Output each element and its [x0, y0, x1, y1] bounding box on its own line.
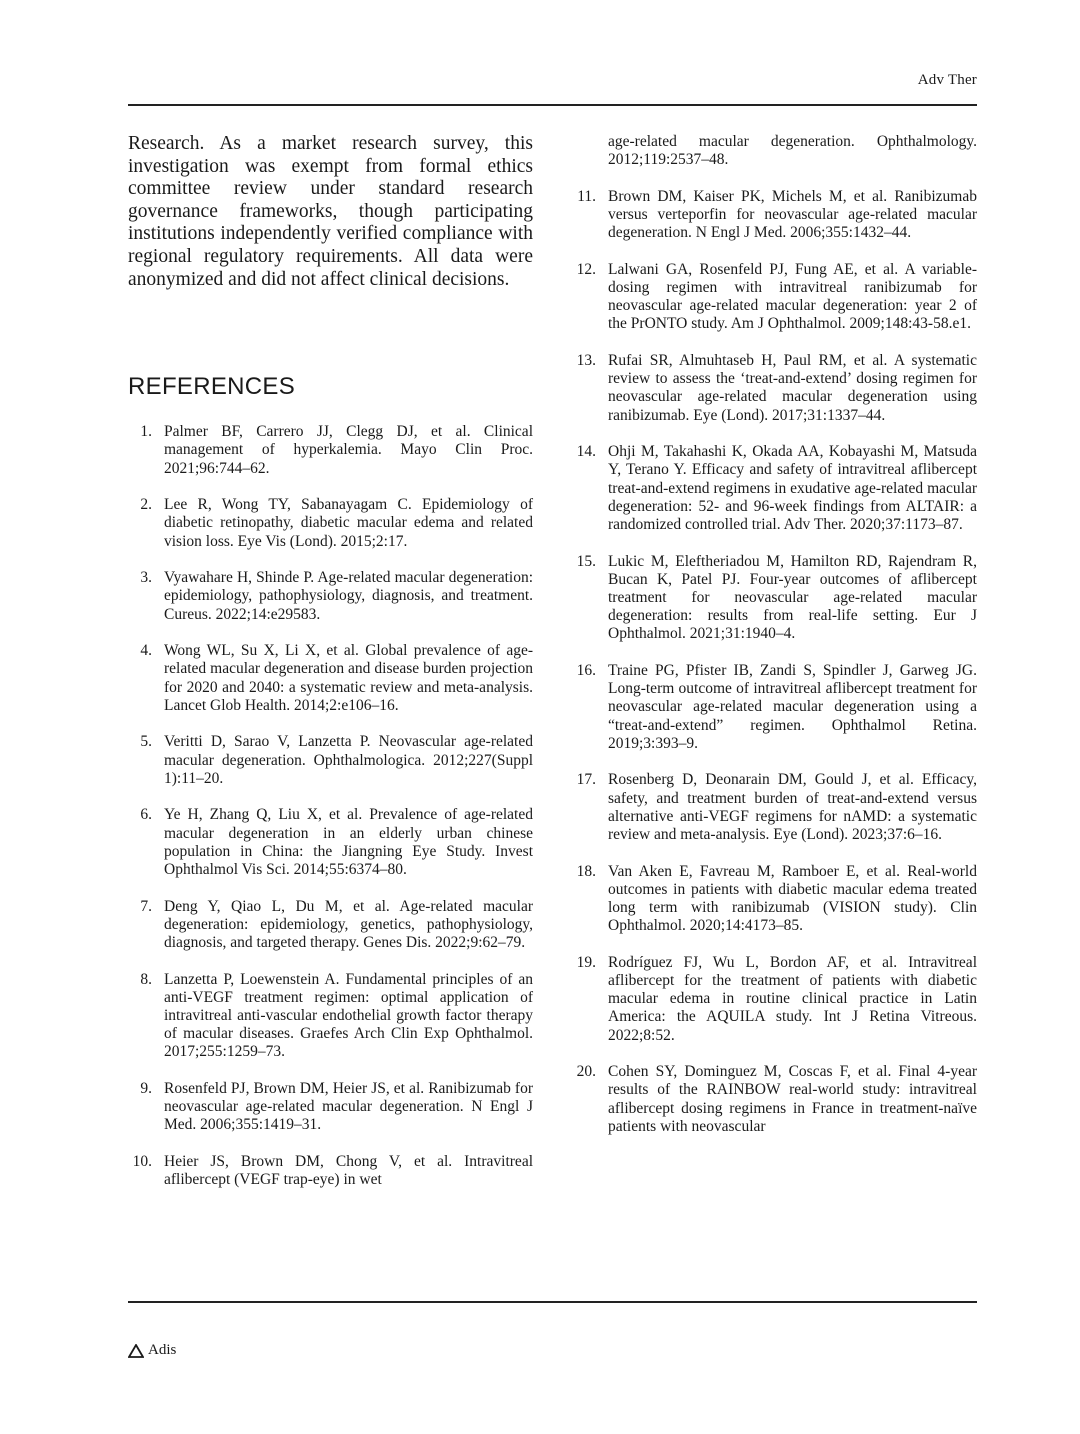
publisher-name: Adis: [148, 1342, 177, 1358]
reference-number: 5.: [140, 733, 152, 751]
reference-number: 20.: [576, 1063, 596, 1081]
reference-item: [572, 553, 977, 644]
header-rule: [128, 104, 977, 106]
reference-number: 19.: [576, 953, 596, 971]
running-head-journal: Adv Ther: [917, 72, 977, 88]
reference-item: [572, 662, 977, 753]
reference-number: 12.: [576, 260, 596, 278]
reference-number: 3.: [140, 569, 152, 587]
left-column: [128, 133, 533, 1208]
reference-item: [128, 806, 533, 879]
reference-item: [572, 954, 977, 1045]
reference-number: 1.: [140, 423, 152, 441]
reference-text: Lalwani GA, Rosenfeld PJ, Fung AE, et al. A variable-dosing regimen with intravitreal ranibizumab for neovascular age-related macular degeneration: year 2 of the PrONTO study. Am J Ophthalmol. 2009;148:43-58.e1.: [608, 260, 977, 333]
footer-rule: [128, 1301, 977, 1303]
reference-text: Heier JS, Brown DM, Chong V, et al. Intravitreal aflibercept (VEGF trap-eye) in wet: [164, 1152, 533, 1189]
reference-text: age-related macular degeneration. Ophthalmology. 2012;119:2537–48.: [608, 133, 977, 169]
reference-number: 6.: [140, 806, 152, 824]
reference-text: Rufai SR, Almuhtaseb H, Paul RM, et al. A systematic review to assess the ‘treat-and-extend’ dosing regimen for neovascular age-related macular degeneration using ranibizumab. Eye (Lond). 2017;31:1337–44.: [608, 352, 977, 424]
reference-text: Brown DM, Kaiser PK, Michels M, et al. Ranibizumab versus verteporfin for neovascular age-related macular degeneration. N Engl J Med. 2006;355:1432–44.: [608, 187, 977, 242]
reference-text: Traine PG, Pfister IB, Zandi S, Spindler J, Garweg JG. Long-term outcome of intravitreal aflibercept treatment for neovascular age-related macular degeneration using a “treat-and-extend” regimen. Ophthalmol Retina. 2019;3:393–9.: [608, 662, 977, 752]
reference-item: [128, 642, 533, 715]
references-heading: REFERENCES: [128, 373, 296, 401]
reference-number: 14.: [576, 443, 596, 461]
reference-item: [572, 443, 977, 534]
reference-text: Veritti D, Sarao V, Lanzetta P. Neovascular age-related macular degeneration. Ophthalmologica. 2012;227(Suppl 1):11–20.: [164, 733, 533, 787]
reference-item: [572, 863, 977, 936]
reference-number: 2.: [140, 496, 152, 514]
reference-text: Palmer BF, Carrero JJ, Clegg DJ, et al. Clinical management of hyperkalemia. Mayo Clin Proc. 2021;96:744–62.: [164, 423, 533, 477]
right-column: [572, 133, 977, 1154]
reference-number: 9.: [140, 1079, 152, 1097]
reference-text: Deng Y, Qiao L, Du M, et al. Age-related macular degeneration: epidemiology, genetics, pathophysiology, diagnosis, and targeted therapy. Genes Dis. 2022;9:62–79.: [164, 897, 533, 951]
reference-text: Rodríguez FJ, Wu L, Bordon AF, et al. Intravitreal aflibercept for the treatment of patients with diabetic macular edema in routine clinical practice in Latin America: the AQUILA study. Int J Retina Vitreous. 2022;8:52.: [608, 953, 977, 1044]
reference-item: [128, 1153, 533, 1189]
reference-item: [128, 423, 533, 478]
reference-item: [128, 733, 533, 788]
reference-text: Vyawahare H, Shinde P. Age-related macular degeneration: epidemiology, pathophysiology, diagnosis, and treatment. Cureus. 2022;14:e29583.: [164, 569, 533, 623]
reference-number: 15.: [576, 552, 596, 570]
reference-number: 7.: [140, 897, 152, 915]
reference-number: 16.: [576, 662, 596, 680]
reference-item: [572, 261, 977, 334]
reference-item: [128, 898, 533, 953]
reference-list-right: [572, 133, 977, 1136]
reference-item: [128, 496, 533, 551]
reference-number: 18.: [576, 862, 596, 880]
reference-number: 13.: [576, 352, 596, 369]
reference-text: Rosenfeld PJ, Brown DM, Heier JS, et al. Ranibizumab for neovascular age-related macular degeneration. N Engl J Med. 2006;355:1419–31.: [164, 1079, 533, 1134]
reference-item: [572, 188, 977, 243]
reference-item-continued: [572, 133, 977, 169]
reference-text: Rosenberg D, Deonarain DM, Gould J, et al. Efficacy, safety, and treatment burden of treat-and-extend versus alternative anti-VEGF regimens for nAMD: a systematic review and meta-analysis. Eye (Lond). 2023;37:6–16.: [608, 771, 977, 844]
reference-item: [128, 1080, 533, 1135]
publisher-logo: [128, 1342, 176, 1359]
reference-item: [572, 771, 977, 844]
reference-number: 11.: [577, 187, 596, 205]
reference-item: [572, 1063, 977, 1136]
reference-text: Lanzetta P, Loewenstein A. Fundamental principles of an anti-VEGF treatment regimen: optimal application of intravitreal anti-vascular endothelial growth factor therapy of macular diseases. Graefes Arch Clin Exp Ophthalmol. 2017;255:1259–73.: [164, 970, 533, 1061]
reference-text: Ohji M, Takahashi K, Okada AA, Kobayashi M, Matsuda Y, Terano Y. Efficacy and safety of intravitreal aflibercept treat-and-extend regimens in exudative age-related macular degeneration: 52- and 96-week findings from ALTAIR: a randomized controlled trial. Adv Ther. 2020;37:1173–87.: [608, 443, 977, 534]
reference-text: Cohen SY, Dominguez M, Coscas F, et al. Final 4-year results of the RAINBOW real-world study: intravitreal aflibercept dosing regimens in France in treatment-naïve patients with neovascular: [608, 1063, 977, 1135]
reference-number: 8.: [140, 970, 152, 988]
reference-list-left: [128, 423, 533, 1189]
reference-text: Lukic M, Eleftheriadou M, Hamilton RD, Rajendram R, Bucan K, Patel PJ. Four-year outcomes of aflibercept treatment for neovascular age-related macular degeneration: results from real-life setting. Eur J Ophthalmol. 2021;31:1940–4.: [608, 552, 977, 643]
reference-text: Wong WL, Su X, Li X, et al. Global prevalence of age-related macular degeneration and disease burden projection for 2020 and 2040: a systematic review and meta-analysis. Lancet Glob Health. 2014;2:e106–16.: [164, 642, 533, 714]
reference-text: Van Aken E, Favreau M, Ramboer E, et al. Real-world outcomes in patients with diabetic macular edema treated long term with ranibizumab (VISION study). Clin Ophthalmol. 2020;14:4173–85.: [608, 862, 977, 935]
body-paragraph: Research. As a market research survey, this investigation was exempt from formal ethics committee review under standard research governance frameworks, though participating institutions independently verified compliance with regional regulatory requirements. All data were anonymized and did not affect clinical decisions.: [128, 133, 533, 290]
reference-number: 4.: [140, 642, 152, 660]
reference-text: Ye H, Zhang Q, Liu X, et al. Prevalence of age-related macular degeneration in an elderly urban chinese population in China: the Jiangning Eye Study. Invest Ophthalmol Vis Sci. 2014;55:6374–80.: [164, 806, 533, 878]
reference-item: [572, 352, 977, 425]
reference-number: 10.: [132, 1152, 152, 1170]
reference-number: 17.: [576, 771, 596, 789]
triangle-icon: [128, 1344, 144, 1358]
reference-item: [128, 971, 533, 1062]
reference-item: [128, 569, 533, 624]
reference-text: Lee R, Wong TY, Sabanayagam C. Epidemiology of diabetic retinopathy, diabetic macular edema and related vision loss. Eye Vis (Lond). 2015;2:17.: [164, 496, 533, 550]
